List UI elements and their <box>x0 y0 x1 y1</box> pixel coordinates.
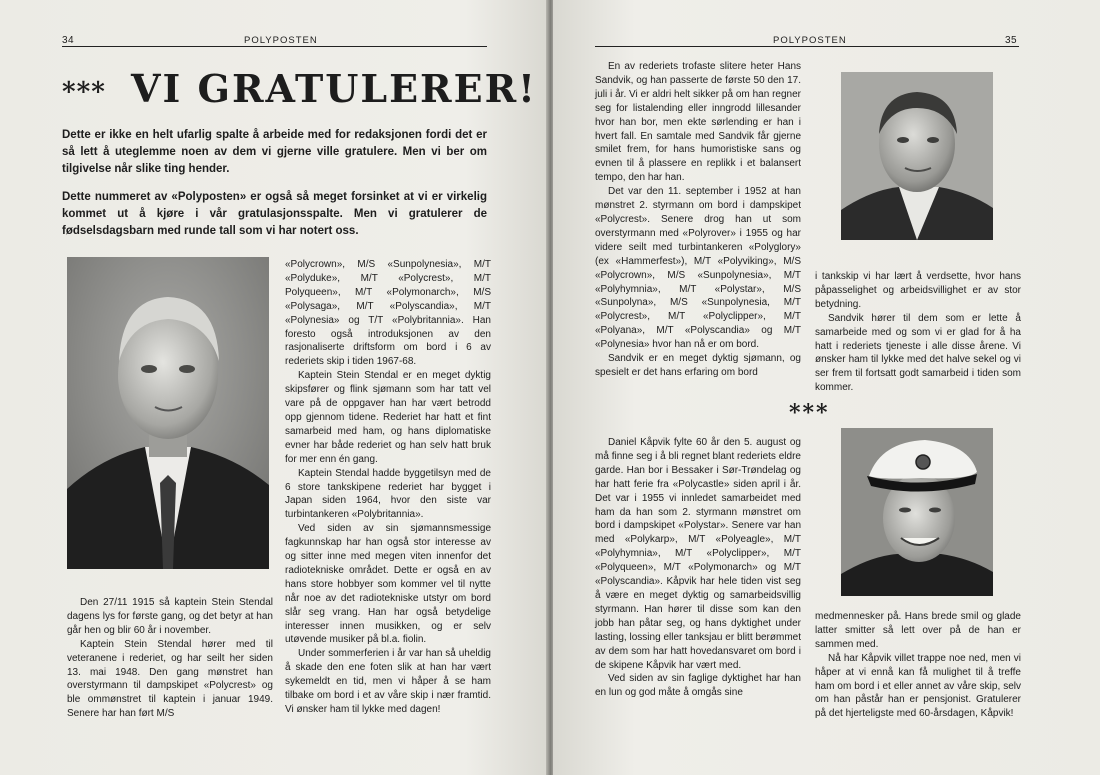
paragraph: Nå har Kåpvik villet trappe noe ned, men vi håper at vi ennå kan få mulighet til å treffe ham om bord i et eller annet av våre skip, selv om han påstår han er pensjonist. Gratulerer på det hjerteligste med 60-årsdagen, Kåpvik! <box>815 652 1021 720</box>
running-head: POLYPOSTEN <box>244 35 318 46</box>
paragraph: Under sommerferien i år var han så uheldig å skade den ene foten slik at han har vært sykemeldt en tid, men vi håper å se ham tilbake om bord i et av våre skip i nær framtid. Vi ønsker ham til lykke med dagen! <box>285 648 491 715</box>
title-text: VI GRATULERER! <box>131 66 537 111</box>
title-stars-left: *** <box>62 77 106 108</box>
paragraph: i tankskip vi har lært å verdsette, hvor hans påpasselighet og arbeidsvillighet er av stor betydning. <box>815 271 1021 310</box>
kapvik-column-2 <box>815 610 1021 721</box>
paragraph: medmennesker på. Hans brede smil og glade latter smitter så lett over på de han er sammen med. <box>815 611 1021 650</box>
paragraph: En av rederiets trofaste slitere heter Hans Sandvik, og han passerte de første 50 den 17. juli i år. Vi er aldri helt sikker på om han regner seg for listalending eller inngrodd lillesander hvor han bor, men ekte sørlending er han i hvert fall. En samtale med Sandvik får gjerne smilet frem, for hans humoristiske sans og evnen til å plassere en replikk i et balansert tempo, den har han. <box>595 61 801 184</box>
intro-paragraph-1: Dette er ikke en helt ufarlig spalte å arbeide med for redaksjonen fordi det er så lett å uteglemme noen av dem vi gjerne ville gratulere. Men vi ber om tilgivelse når slike ting hender. <box>62 129 487 175</box>
portrait-photo-kapvik <box>841 428 993 596</box>
article-title <box>62 66 537 111</box>
paragraph: Kaptein Stein Stendal hører med til veteranene i rederiet, og har seilt her siden 13. mai 1948. Den gang mønstret han overstyrmann til dampskipet «Polycrest» og ble ommønstret til kaptein i januar 1949. Senere har han ført M/S <box>67 638 273 720</box>
section-separator-stars: *** <box>789 400 830 426</box>
paragraph: «Polycrown», M/S «Sunpolynesia», M/T «Polyduke», M/T «Polycrest», M/T Polyqueen», M/T «Polymonarch», M/S «Polysaga», M/T «Polyscandia», M/T «Polynesia» og T/T «Polybritannia». Han foresto også introduksjonen av den rasjonaliserte driftsform om bord i 6 av rederiets skip i tiden 1967-68. <box>285 259 491 368</box>
sandvik-column-2 <box>815 270 1021 395</box>
paragraph: Daniel Kåpvik fylte 60 år den 5. august og må finne seg i å bli regnet blant rederiets eldre garde. Han bor i Bessaker i Sør-Trøndelag og har hatt ferie fra «Polycastle» siden april i år. Det var i 1955 vi innledet samarbeidet med ham da han som 2. styrmann mønstret om bord i dampskipet «Polystar». Senere var han med «Polykarp», M/T «Polyeagle», M/T «Polyhymnia», M/T «Polyclipper», M/T «Polyqueen», M/T «Polymonarch» og M/T «Polyscandia». Kåpvik har hele tiden vist seg å være en meget dyktig og samarbeidsvillig styrmann. Han hører til disse som kan den jobb han påtar seg, og hans dyktighet under lasting, lossing eller tanksjau er blitt berømmet av dem som har hatt hovedansvaret om bord i de skipene Kåpvik har vært med. <box>595 437 801 671</box>
stendal-column-1 <box>67 596 273 721</box>
portrait-stendal-image <box>67 257 269 569</box>
paragraph: Kaptein Stendal hadde byggetilsyn med de 6 store tankskipene rederiet har bygget i Japan siden 1964, hvor den siste var turbintankeren «Polybritannia». <box>285 467 491 521</box>
paragraph: Sandvik er en meget dyktig sjømann, og spesielt er det hans erfaring om bord <box>595 353 801 378</box>
right-page <box>553 0 1100 775</box>
portrait-photo-stendal <box>67 257 269 569</box>
paragraph: Den 27/11 1915 så kaptein Stein Stendal dagens lys for første gang, og det betyr at han går hen og blir 60 år i november. <box>67 597 273 636</box>
header-rule <box>62 46 487 47</box>
header-rule <box>595 46 1019 47</box>
kapvik-column-1 <box>595 436 801 700</box>
intro-paragraph-2: Dette nummeret av «Polyposten» er også så meget forsinket at vi er virkelig kommet ut å kjøre i vår gratulasjonsspalte. Men vi gratulerer de fødselsdagsbarn med runde tall som vi har notert oss. <box>62 191 487 237</box>
page-number: 35 <box>1005 35 1018 46</box>
paragraph: Det var den 11. september i 1952 at han mønstret 2. styrmann om bord i dampskipet «Polycrest». Senere drog han ut som overstyrmann med «Polyrover» i 1955 og har videre seilt med turbintankeren «Polyglory» (ex «Hammerfest»), M/T «Polyviking», M/S «Polycrown», M/S «Sunpolynesia», M/T «Polyhymnia», M/T «Polystar», M/S «Sunpolyna», M/S «Sunpolynesia, M/T «Polycrest», M/T «Polyclipper», M/T «Polyana», M/T «Polyscandia» og M/T «Polynesia» hvor han nå er om bord. <box>595 186 801 351</box>
portrait-photo-sandvik <box>841 72 993 240</box>
paragraph: Ved siden av sin faglige dyktighet har han en lun og god måte å omgås sine <box>595 673 801 699</box>
paragraph: Ved siden av sin sjømannsmessige fagkunnskap har han også stor interesse av og sitter inne med megen viten innenfor det radiotekniske området. Dette er også en av hans store hobbyer som kommer vel til nytte når noe av det radiotekniske utstyr om bord slår seg vrang. Han har også betydelige interesser innen musikken, og er selv utøvende musiker på bl.a. fiolin. <box>285 523 491 646</box>
sandvik-column-1 <box>595 60 801 380</box>
running-head: POLYPOSTEN <box>773 35 847 46</box>
page-number: 34 <box>62 35 75 46</box>
portrait-kapvik-image <box>841 428 993 596</box>
left-page <box>0 0 548 775</box>
stendal-column-2 <box>285 258 491 717</box>
paragraph: Sandvik hører til dem som er lette å samarbeide med og som vi er glad for å ha hatt i rederiets tjeneste i alle disse årene. Vi ønsker ham til lykke med det halve sekel og vi ser frem til fortsatt godt samarbeid i tiden som kommer. <box>815 312 1021 394</box>
paragraph: Kaptein Stein Stendal er en meget dyktig skipsfører og flink sjømann som har tatt vel vare på de oppgaver han har vært betrodd opp gjennom tidene. Rederiet har hatt et fint samarbeid med ham, og hans diplomatiske evner har både rederiet og han selv hatt bruk for mer enn én gang. <box>285 370 491 465</box>
portrait-sandvik-image <box>841 72 993 240</box>
